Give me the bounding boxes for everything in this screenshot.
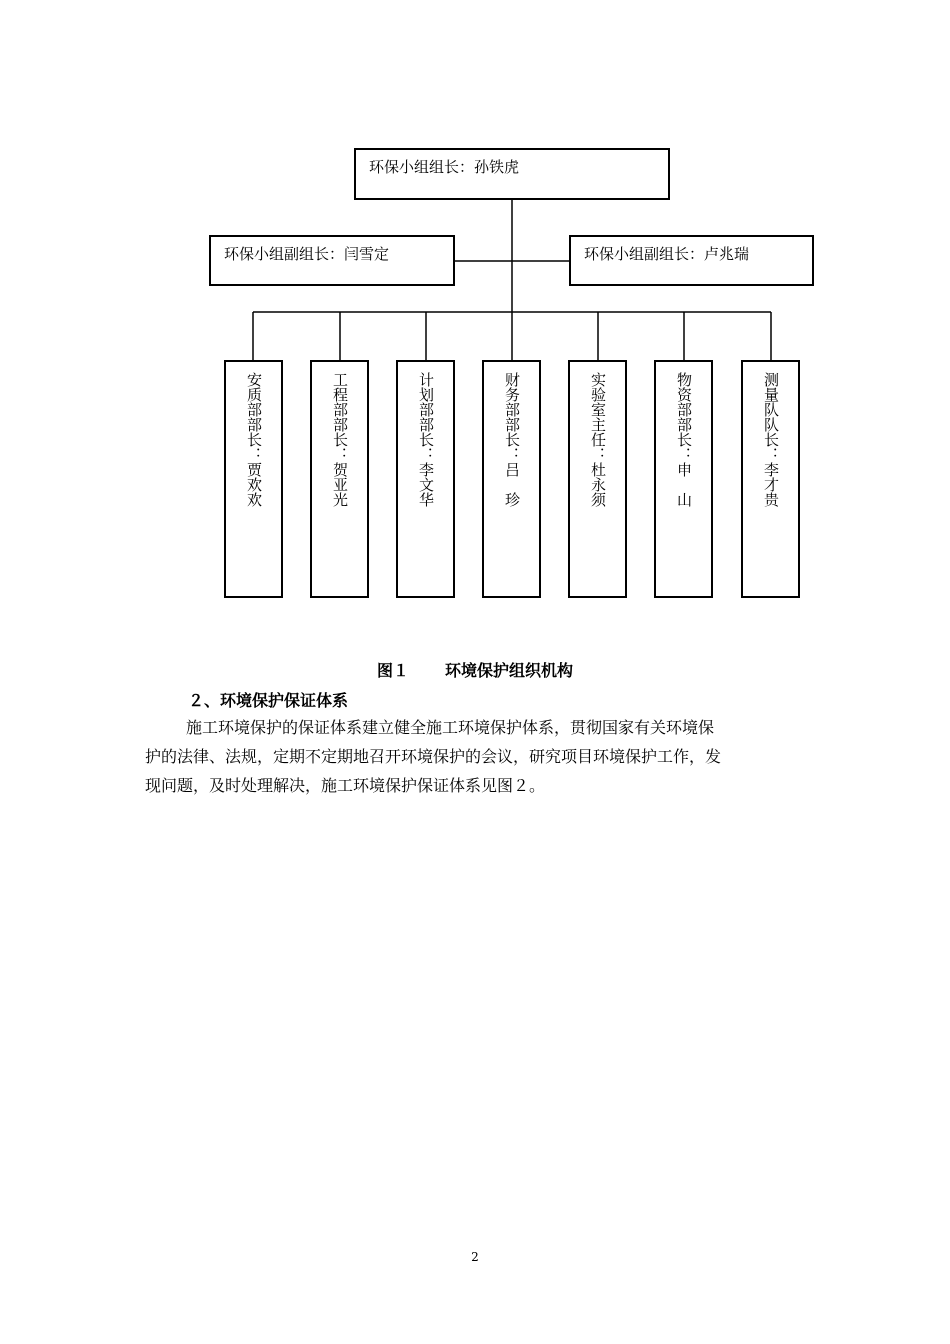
org-chart-connectors [0,0,950,620]
dept-label: 财务部部长：吕 珍 [503,372,521,507]
paragraph-line-3: 现问题，及时处理解决，施工环境保护保证体系见图２。 [145,776,546,795]
dept-label: 计划部部长：李文华 [417,372,435,507]
section-heading: ２、环境保护保证体系 [188,691,349,710]
deputy-left-box [209,235,455,286]
figure-number: 图１ [376,661,409,680]
paragraph-line-1: 施工环境保护的保证体系建立健全施工环境保护体系，贯彻国家有关环境保 [186,718,715,737]
dept-label: 测量队队长：李才贵 [762,372,780,507]
dept-box-safety-quality [224,360,283,598]
figure-title: 环境保护组织机构 [445,661,574,680]
dept-label: 实验室主任：杜永须 [589,372,607,507]
leader-box [354,148,670,200]
deputy-left-label: 环保小组副组长：闫雪定 [224,245,390,263]
dept-label: 工程部部长：贺亚光 [331,372,349,507]
deputy-right-label: 环保小组副组长：卢兆瑞 [584,245,750,263]
dept-label: 安质部部长：贾欢欢 [245,372,263,507]
dept-box-survey [741,360,800,598]
deputy-right-box [569,235,814,286]
dept-label: 物资部部长：申 山 [675,372,693,507]
dept-box-finance [482,360,541,598]
dept-box-engineering [310,360,369,598]
dept-box-laboratory [568,360,627,598]
leader-label: 环保小组组长：孙铁虎 [369,158,520,176]
dept-box-materials [654,360,713,598]
dept-box-planning [396,360,455,598]
paragraph-line-2: 护的法律、法规，定期不定期地召开环境保护的会议，研究项目环境保护工作，发 [145,747,722,766]
figure-caption [0,658,950,681]
page-number: 2 [471,1250,479,1264]
